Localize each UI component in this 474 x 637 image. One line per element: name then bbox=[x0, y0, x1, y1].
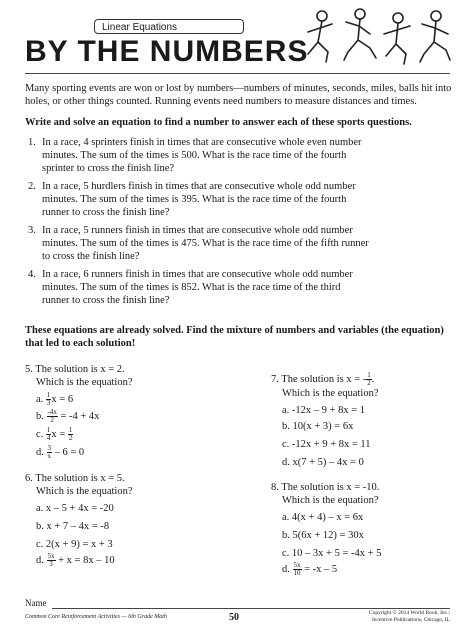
choice-text: x = bbox=[51, 428, 68, 440]
question-3 bbox=[28, 224, 448, 263]
choice-label: d. bbox=[36, 446, 44, 458]
copyright: Copyright © 2014 World Book, Inc./ Incentive Publications, Chicago, IL bbox=[368, 610, 450, 623]
choice-8a[interactable]: a. 4(x + 4) – x = 6x bbox=[282, 512, 364, 523]
choice-label: a. bbox=[36, 393, 44, 405]
question-subheading: Which is the equation? bbox=[282, 388, 379, 399]
choice-7d[interactable]: d. x(7 + 5) – 4x = 0 bbox=[282, 457, 364, 468]
question-6 bbox=[25, 472, 133, 498]
question-line: minutes. The sum of the times is 500. What is the race time of the fourth bbox=[42, 150, 347, 161]
question-line: In a race, 4 sprinters finish in times that are consecutive whole even number bbox=[42, 137, 362, 148]
question-number: 3. bbox=[28, 225, 36, 236]
choice-label: c. bbox=[36, 428, 44, 440]
question-heading: 8. The solution is x = -10. bbox=[271, 482, 380, 493]
question-line: to cross the finish line? bbox=[42, 251, 140, 262]
fraction: $\frac{5x}{3}$ bbox=[47, 552, 55, 568]
choice-5a[interactable] bbox=[36, 392, 73, 407]
fraction: $\frac{1}{2}$ bbox=[367, 371, 371, 387]
question-4 bbox=[28, 268, 448, 307]
question-heading: 5. The solution is x = 2. bbox=[25, 364, 125, 375]
choice-5d[interactable] bbox=[36, 445, 84, 460]
choice-6d[interactable] bbox=[36, 553, 115, 568]
runners-illustration bbox=[300, 4, 460, 74]
question-number: 2. bbox=[28, 181, 36, 192]
choice-8c[interactable]: c. 10 – 3x + 5 = -4x + 5 bbox=[282, 548, 382, 559]
question-line: In a race, 6 runners finish in times that are consecutive whole odd number bbox=[42, 269, 353, 280]
question-line: minutes. The sum of the times is 395. What is the race time of the fourth bbox=[42, 194, 347, 205]
question-heading: 6. The solution is x = 5. bbox=[25, 473, 125, 484]
choice-7c[interactable]: c. -12x + 9 + 8x = 11 bbox=[282, 439, 371, 450]
divider bbox=[25, 73, 450, 74]
question-line: minutes. The sum of the times is 852. What is the race time of the third bbox=[42, 282, 341, 293]
question-heading: 7. The solution is x = - $\frac{1}{2}$ . bbox=[271, 371, 375, 387]
name-label: Name bbox=[25, 598, 47, 608]
question-subheading: Which is the equation? bbox=[282, 495, 379, 506]
choice-text: + x = 8x – 10 bbox=[55, 554, 115, 566]
question-number: 4. bbox=[28, 269, 36, 280]
choice-6c[interactable]: c. 2(x + 9) = x + 3 bbox=[36, 539, 113, 550]
question-2 bbox=[28, 180, 448, 219]
question-7 bbox=[271, 372, 379, 400]
choice-7a[interactable]: a. -12x – 9 + 8x = 1 bbox=[282, 405, 366, 416]
choice-6b[interactable]: b. x + 7 – 4x = -8 bbox=[36, 521, 110, 532]
runner-figure bbox=[384, 13, 410, 64]
question-line: runner to cross the finish line? bbox=[42, 207, 170, 218]
choice-6a[interactable]: a. x – 5 + 4x = -20 bbox=[36, 503, 114, 514]
question-line: runner to cross the finish line? bbox=[42, 295, 170, 306]
topic-tag: Linear Equations bbox=[94, 19, 244, 34]
choice-8b[interactable]: b. 5(6x + 12) = 30x bbox=[282, 530, 364, 541]
page-title: BY THE NUMBERS bbox=[25, 35, 309, 68]
page-number: 50 bbox=[229, 612, 239, 623]
choice-5c[interactable] bbox=[36, 427, 73, 442]
question-subheading: Which is the equation? bbox=[36, 486, 133, 497]
runner-figure bbox=[344, 9, 376, 60]
question-line: In a race, 5 runners finish in times that are consecutive whole odd number bbox=[42, 225, 353, 236]
choice-5b[interactable] bbox=[36, 409, 99, 424]
question-line: sprinter to cross the finish line? bbox=[42, 163, 175, 174]
section-2-instruction bbox=[25, 324, 460, 350]
question-number: 1. bbox=[28, 137, 36, 148]
question-5 bbox=[25, 363, 133, 389]
choice-text: x = 6 bbox=[51, 393, 74, 405]
choice-label: d. bbox=[282, 563, 290, 575]
fraction: $\frac{-4x}{2}$ bbox=[47, 408, 57, 424]
name-line[interactable] bbox=[52, 608, 450, 609]
question-8 bbox=[271, 481, 379, 507]
runner-figure bbox=[308, 11, 332, 62]
choice-text: = -x – 5 bbox=[301, 563, 338, 575]
choice-text: – 6 = 0 bbox=[52, 446, 85, 458]
fraction: $\frac{1}{4}$ bbox=[46, 426, 51, 442]
fraction: $\frac{1}{2}$ bbox=[68, 426, 73, 442]
question-subheading: Which is the equation? bbox=[36, 377, 133, 388]
instruction: Write and solve an equation to find a number to answer each of these sports questions. bbox=[25, 117, 412, 128]
choice-8d[interactable] bbox=[282, 562, 337, 577]
intro-paragraph: Many sporting events are won or lost by numbers—numbers of minutes, seconds, miles, balls hit into holes, or other things counted. Running events need numbers to measure distances and times. bbox=[25, 83, 452, 107]
footer-book-title: Common Core Reinforcement Activities — 6th Grade Math bbox=[25, 614, 167, 620]
choice-label: d. bbox=[36, 554, 44, 566]
fraction: $\frac{3}{x}$ bbox=[47, 444, 51, 460]
question-1 bbox=[28, 136, 448, 175]
choice-text: = -4 + 4x bbox=[57, 410, 100, 422]
runner-figure bbox=[420, 11, 450, 62]
question-line: In a race, 5 hurdlers finish in times that are consecutive whole odd number bbox=[42, 181, 356, 192]
question-line: minutes. The sum of the times is 475. What is the race time of the fifth runner bbox=[42, 238, 369, 249]
instruction-line: These equations are already solved. Find the mixture of numbers and variables (the equation) bbox=[25, 325, 444, 336]
instruction-line: that led to each solution! bbox=[25, 338, 136, 349]
fraction: $\frac{5x}{10}$ bbox=[293, 561, 301, 577]
fraction: $\frac{1}{3}$ bbox=[46, 391, 51, 407]
choice-7b[interactable]: b. 10(x + 3) = 6x bbox=[282, 421, 354, 432]
choice-label: b. bbox=[36, 410, 44, 422]
